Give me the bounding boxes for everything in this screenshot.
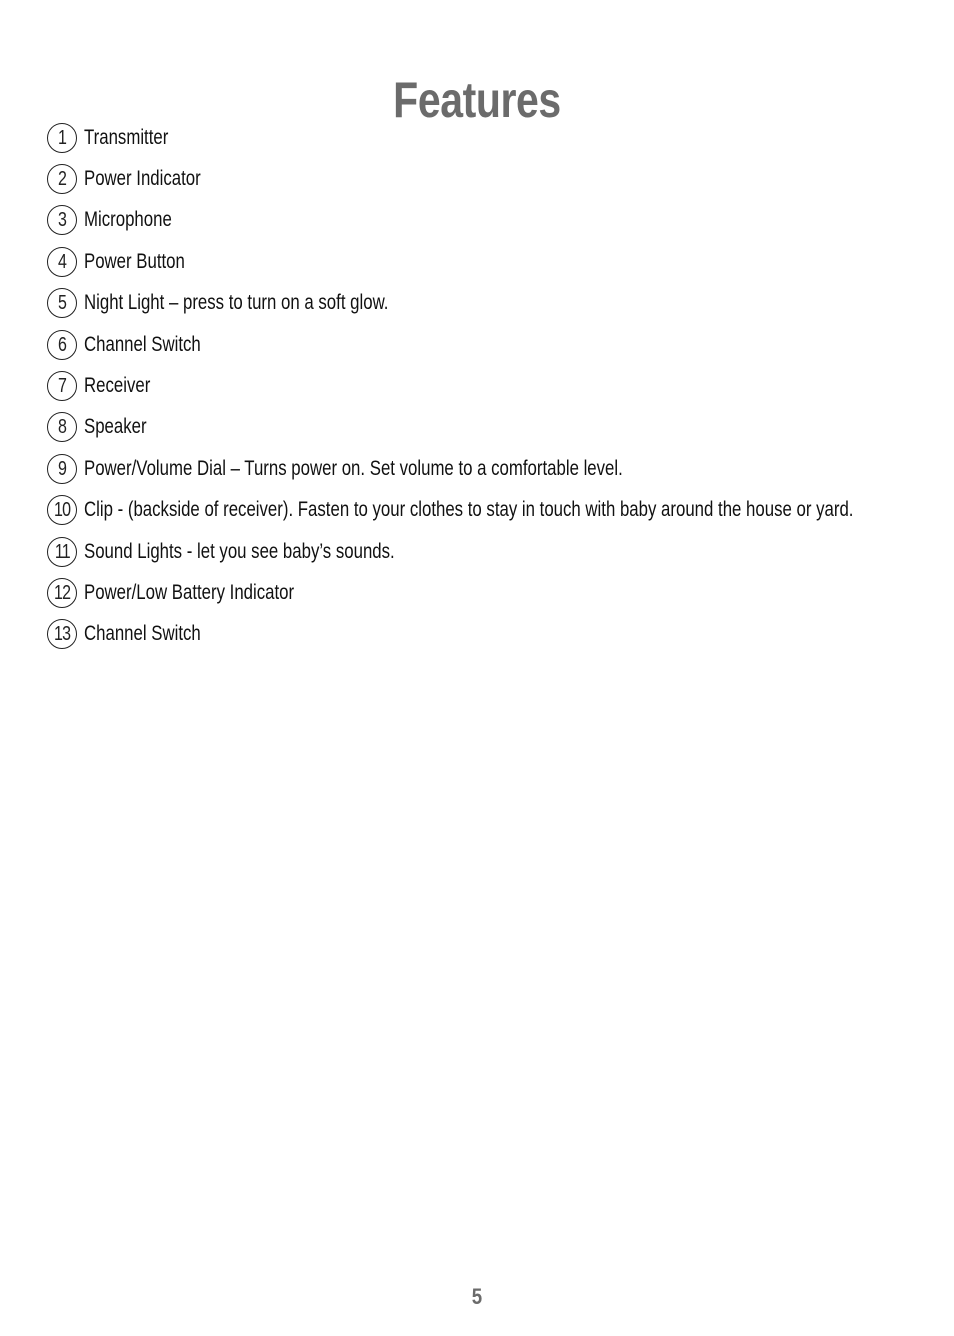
feature-text: Power/Volume Dial – Turns power on. Set volume to a comfortable level. <box>84 456 623 480</box>
number-label: 3 <box>57 209 67 232</box>
number-badge <box>47 537 77 567</box>
page-number: 5 <box>471 1284 483 1309</box>
number-label: 6 <box>57 333 67 356</box>
number-badge <box>47 123 77 153</box>
list-item <box>47 365 927 406</box>
feature-text: Speaker <box>84 415 147 439</box>
feature-list <box>47 117 927 655</box>
list-item <box>47 407 927 448</box>
page-title: Features <box>393 71 561 128</box>
number-badge <box>47 412 77 442</box>
list-item <box>47 158 927 199</box>
number-label: 9 <box>57 457 67 480</box>
number-badge <box>47 330 77 360</box>
feature-text: Channel Switch <box>84 332 201 356</box>
feature-text: Microphone <box>84 208 172 232</box>
feature-text: Receiver <box>84 374 151 398</box>
number-label: 1 <box>57 126 67 149</box>
number-label: 10 <box>53 499 71 522</box>
number-badge <box>47 578 77 608</box>
number-label: 7 <box>57 375 67 398</box>
number-label: 4 <box>57 250 67 273</box>
feature-text: Transmitter <box>84 125 169 149</box>
number-label: 12 <box>53 581 71 604</box>
list-item <box>47 448 927 489</box>
number-badge <box>47 454 77 484</box>
number-badge <box>47 205 77 235</box>
number-badge <box>47 247 77 277</box>
list-item <box>47 531 927 572</box>
number-badge <box>47 371 77 401</box>
list-item <box>47 324 927 365</box>
list-item <box>47 241 927 282</box>
list-item <box>47 572 927 613</box>
number-badge <box>47 164 77 194</box>
number-badge <box>47 288 77 318</box>
list-item <box>47 614 927 655</box>
number-label: 13 <box>53 623 71 646</box>
list-item <box>47 200 927 241</box>
list-item <box>47 283 927 324</box>
feature-text: Power/Low Battery Indicator <box>84 580 295 604</box>
feature-text: Power Button <box>84 249 185 273</box>
feature-text: Clip - (backside of receiver). Fasten to your clothes to stay in touch with baby around the house or yard. <box>84 498 854 522</box>
list-item <box>47 117 927 158</box>
list-item <box>47 490 927 531</box>
feature-text: Sound Lights - let you see baby’s sounds. <box>84 539 395 563</box>
feature-text: Night Light – press to turn on a soft glow. <box>84 291 389 315</box>
number-label: 8 <box>57 416 67 439</box>
number-label: 5 <box>57 292 67 315</box>
number-badge <box>47 495 77 525</box>
number-label: 11 <box>54 540 70 563</box>
number-badge <box>47 619 77 649</box>
feature-text: Power Indicator <box>84 167 201 191</box>
feature-text: Channel Switch <box>84 622 201 646</box>
number-label: 2 <box>57 168 67 191</box>
